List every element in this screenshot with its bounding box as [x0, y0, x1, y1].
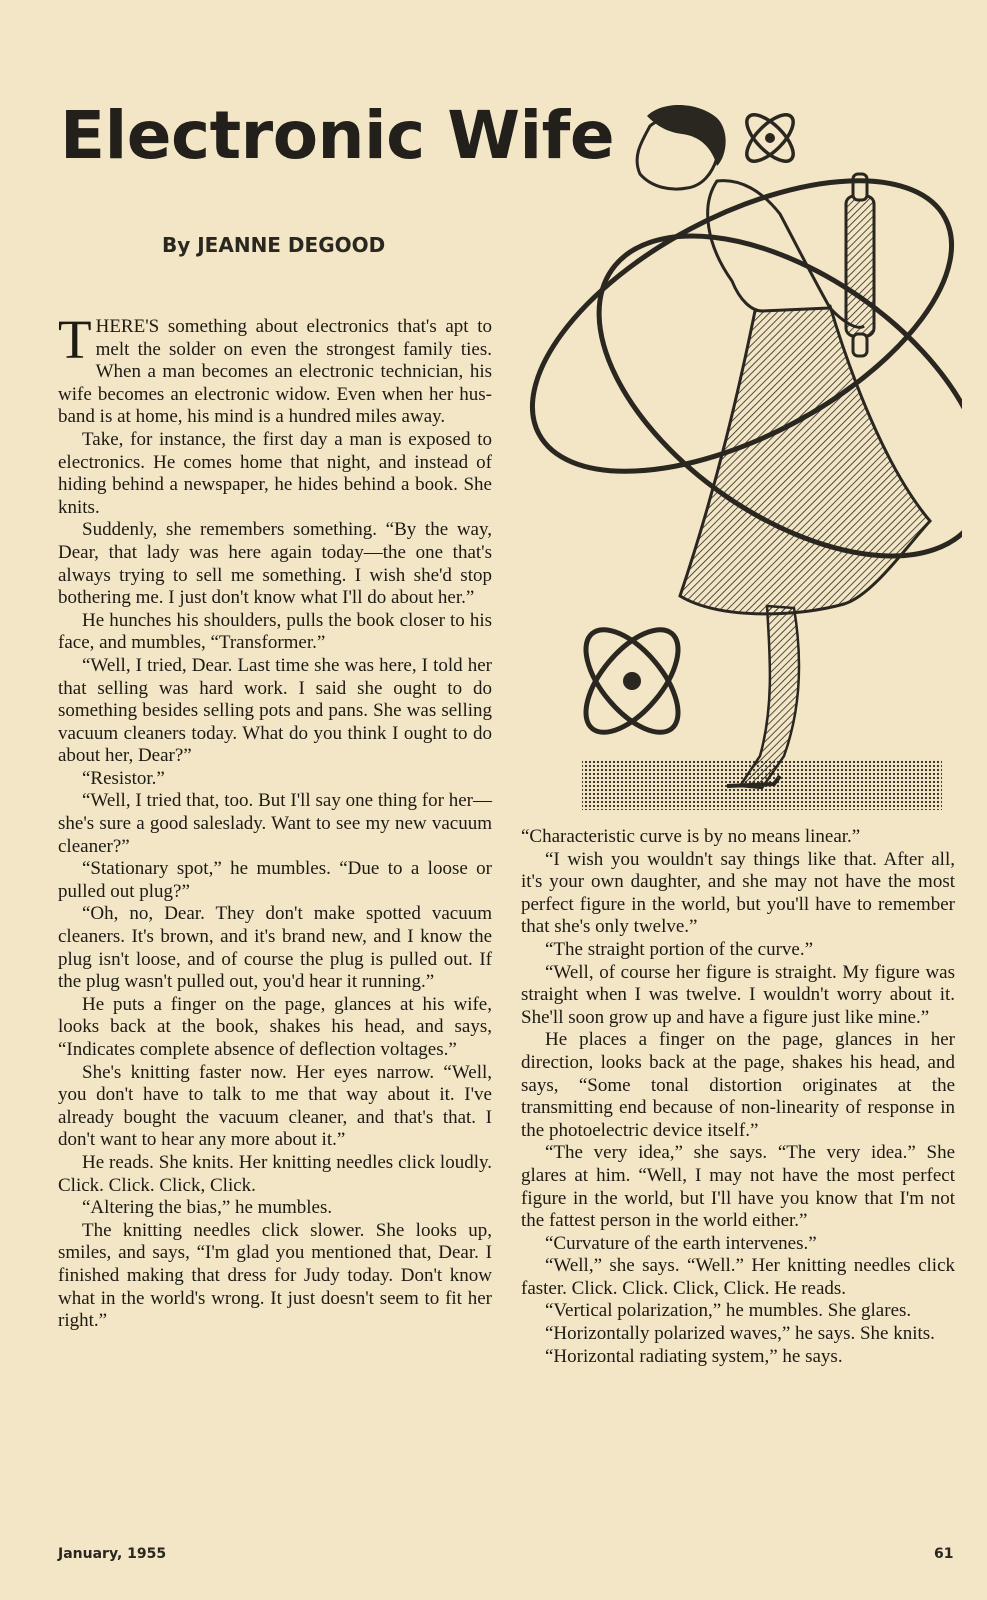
- torso-shape: [708, 181, 830, 311]
- paragraph: She's knitting faster now. Her eyes narrow. “Well, you don't have to talk to me that way about it. I've already bought the vacuum cleaner, and that's that. I don't want to hear any more about it.”: [58, 1061, 492, 1151]
- paragraph: “Curvature of the earth intervenes.”: [545, 1232, 817, 1254]
- issue-date: January, 1955: [58, 1546, 167, 1562]
- paragraph: “Oh, no, Dear. They don't make spotted vacuum cleaners. It's brown, and it's brand new, and I know the plug isn't loose, and of course the plug is pulled out. If the plug wasn't pulled out, you'd hear it running.”: [58, 903, 492, 993]
- paragraph: He puts a finger on the page, glances at his wife, looks back at the book, shakes his head, and says, “Indicates complete absence of deflection voltages.”: [58, 993, 492, 1060]
- paragraph: “Well, I tried, Dear. Last time she was here, I told her that selling was hard work. I said she ought to do something besides selling pots and pans. She was selling vacuum cleaners today. What do you think I ought to do about her, Dear?”: [58, 654, 492, 767]
- paragraph: “Resistor.”: [82, 767, 165, 789]
- right-text-column: [521, 826, 955, 1368]
- paragraph: He reads. She knits. Her knitting needles click loudly. Click. Click. Click, Click.: [58, 1151, 492, 1196]
- rolling-pin: [846, 196, 874, 336]
- paragraph: He hunches his shoulders, pulls the book closer to his face, and mumbles, “Transformer.”: [58, 609, 492, 654]
- paragraph: “Vertical polarization,” he mumbles. She glares.: [545, 1300, 912, 1322]
- paragraph: “The straight portion of the curve.”: [545, 938, 814, 960]
- paragraph: THERE'S something about electronics that's apt to melt the solder on even the strongest family ties. When a man becomes an electronic technician, his wife becomes an electronic widow. Even when her husband is at home, his mind is a hundred miles away.: [58, 309, 492, 428]
- atom-icon-top: [740, 108, 801, 169]
- article-byline: By JEANNE DEGOOD: [162, 233, 386, 257]
- drop-cap: T: [58, 309, 92, 370]
- paragraph: Take, for instance, the first day a man is exposed to electronics. He comes home that night, and instead of hiding behind a newspaper, he hides behind a book. She knits.: [58, 428, 492, 518]
- paragraph: “Well,” she says. “Well.” Her knitting needles click faster. Click. Click. Click, Click. He reads.: [521, 1255, 955, 1299]
- paragraph: “Stationary spot,” he mumbles. “Due to a loose or pulled out plug?”: [58, 858, 492, 902]
- paragraph: “The very idea,” she says. “The very idea.” She glares at him. “Well, I may not have the most perfect figure in the world, but I'll have you know that I'm not the fattest person in the world either.”: [521, 1142, 955, 1232]
- paragraph: “Horizontally polarized waves,” he says. She knits.: [545, 1323, 935, 1345]
- paragraph: The knitting needles click slower. She looks up, smiles, and says, “I'm glad you mentioned that, Dear. I finished making that dress for Judy today. Don't know what in the world's wrong. It just doesn't seem to fit her right.”: [58, 1219, 492, 1332]
- page-number: 61: [934, 1546, 954, 1562]
- paragraph: “Horizontal radiating system,” he says.: [545, 1345, 843, 1367]
- paragraph: “Characteristic curve is by no means linear.”: [521, 826, 861, 847]
- paragraph: He places a finger on the page, glances in her direction, looks back at the page, shakes his head, and says, “Some tonal distortion originates at the transmitting end because of non-linearity of response in the photoelectric device itself.”: [521, 1029, 955, 1141]
- paragraph: Suddenly, she remembers something. “By the way, Dear, that lady was here again today—the one that's always trying to sell me something. I wish she'd stop bothering me. I just don't know what I'll do about her.”: [58, 519, 492, 609]
- paragraph: “Well, I tried that, too. But I'll say one thing for her—she's sure a good saleslady. Want to see my new vacuum cleaner?”: [58, 790, 492, 857]
- atom-icon-bottom: [569, 614, 695, 748]
- woman-with-rolling-pin-and-atoms-icon: [512, 96, 962, 816]
- paragraph: “Altering the bias,” he mumbles.: [82, 1197, 333, 1219]
- left-text-column: [58, 309, 492, 1333]
- article-title: Electronic Wife: [60, 97, 615, 174]
- paragraph: “Well, of course her figure is straight. My figure was straight when I was twelve. I wouldn't worry about it. She'll soon grow up and have a figure just like mine.”: [521, 961, 955, 1028]
- paragraph: “I wish you wouldn't say things like that. After all, it's your own daughter, and she may not have the most perfect figure in the world, but you'll have to remember that she's only twelve.”: [521, 848, 955, 938]
